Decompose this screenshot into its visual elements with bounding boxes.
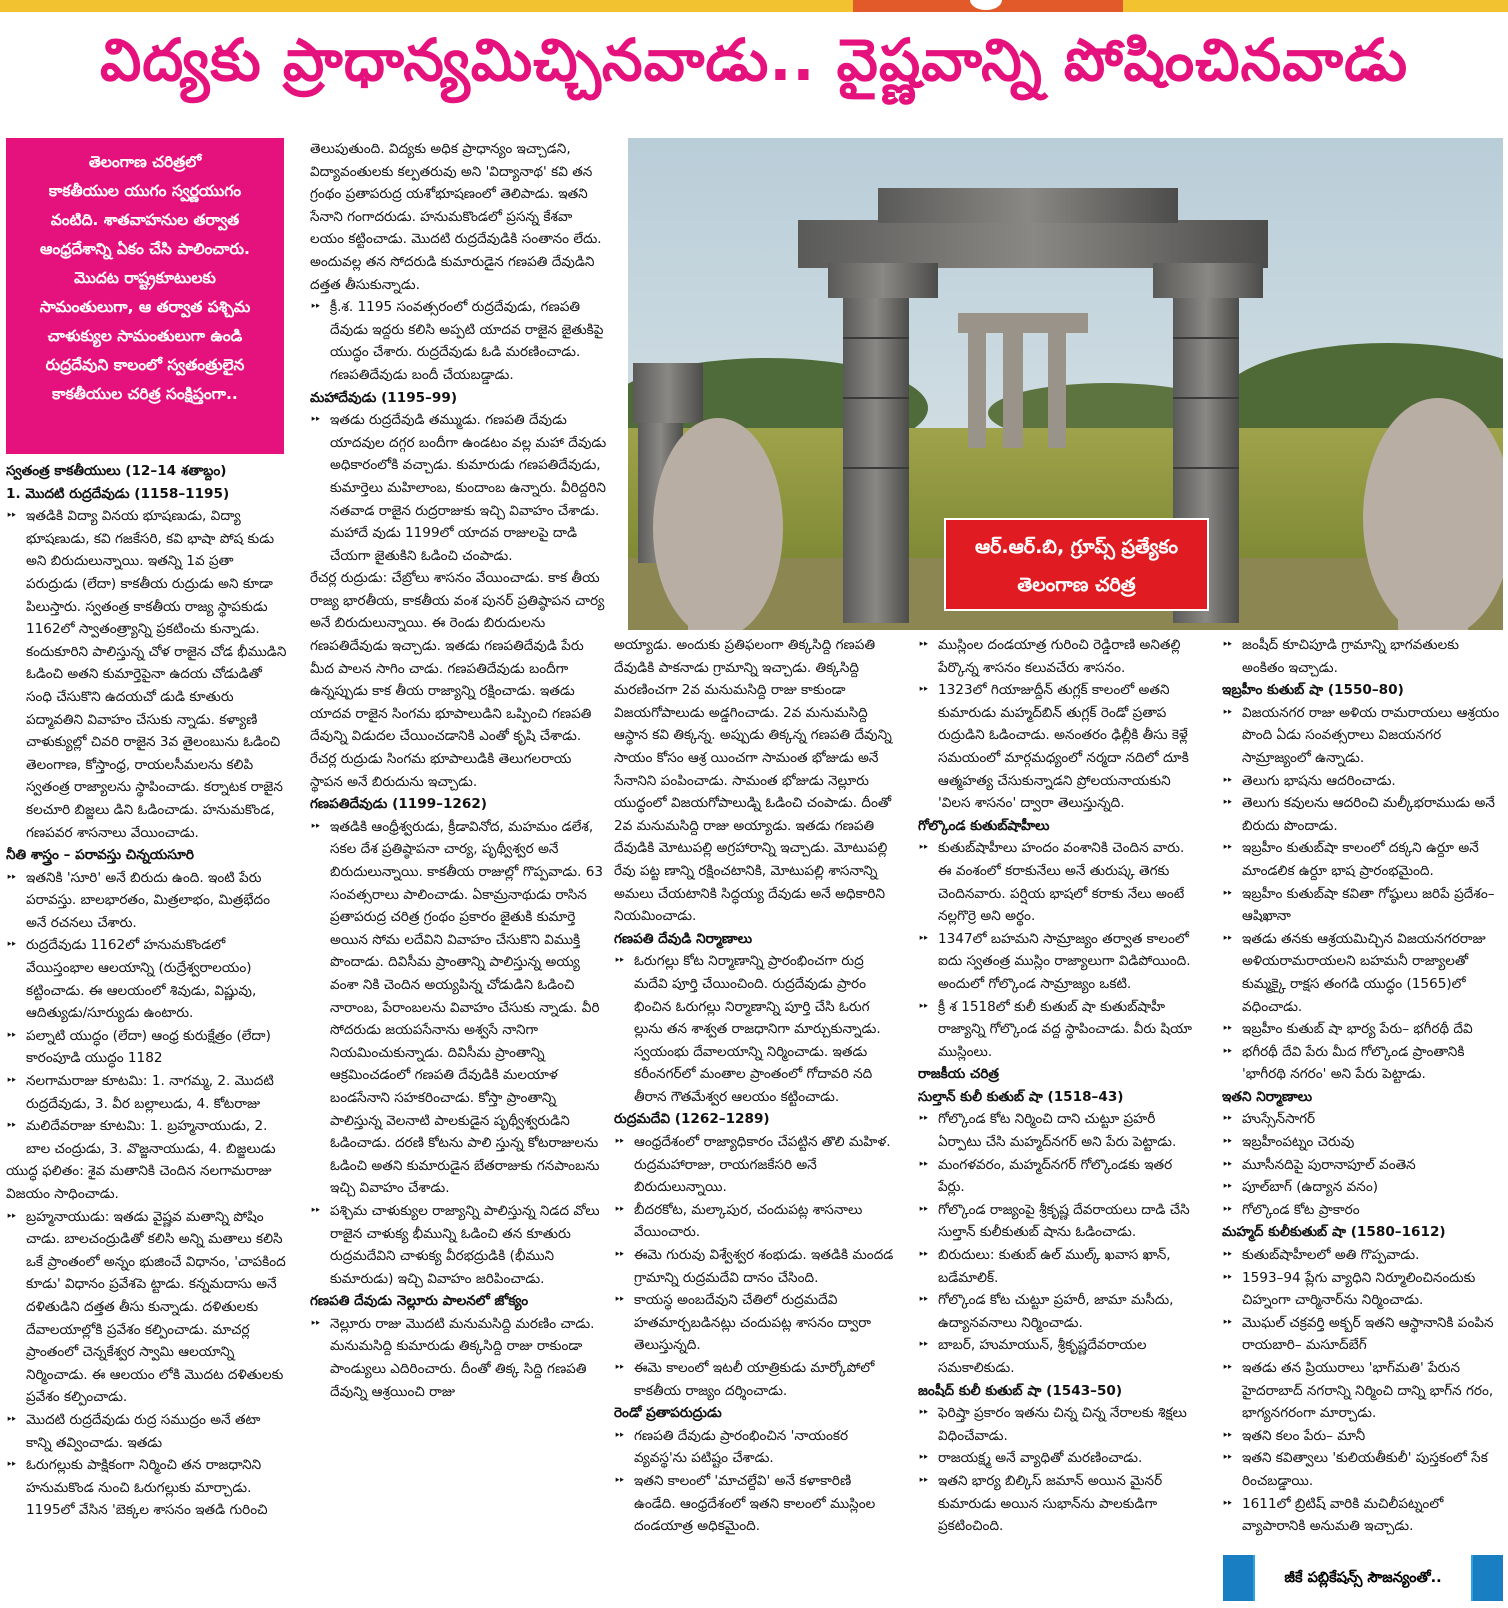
bullet-paragraph: ⯈⯈ తెలుగు భాషను ఆదరించాడు. [1222, 770, 1504, 793]
section-heading: సుల్తాన్ కులీ కుతుబ్ షా (1518–43) [918, 1088, 1124, 1105]
bullet-paragraph: ⯈⯈ గోల్కొండ కోట ప్రాకారం [1222, 1199, 1504, 1222]
bullet-paragraph: ⯈⯈ ఇబ్రహీం కుతుబ్ షా భార్య పేరు– భగీరథీ దేవి [1222, 1018, 1504, 1041]
bullet-paragraph: ⯈⯈ 1323లో గియాజుద్దీన్ తుగ్లక్ కాలంలో అతని కుమారుడు మహ్మద్‌బిన్ తుగ్లక్ రెండో ప్రతాప రుద్రుడిని ఓడించాడు. అనంతరం ఢిల్లీకి తీసు కెళ్లే సమయంలో మార్గమధ్యంలో నర్మదా నదిలో దూకి ఆత్మహత్య చేసుకున్నాడని ప్రోలయనాయకుని 'విలస శాసనం' ద్వారా తెలుస్తున్నది. [918, 679, 1200, 815]
page-headline: విద్యకు ప్రాధాన్యమిచ్చినవాడు.. వైష్ణవాన్ని పోషించినవాడు [99, 26, 1409, 94]
bullet-paragraph: ⯈⯈ మలిదేవరాజు కూటమి: 1. బ్రహ్మనాయుడు, 2. బాల చంద్రుడు, 3. వొజ్జనాయుడు, 4. బిజ్జలుడు [6, 1115, 288, 1160]
bullet-paragraph: ⯈⯈ తెలుగు కవులను ఆదరించి మల్కీభరాముడు అనే బిరుదు పొందాడు. [1222, 792, 1504, 837]
bullet-paragraph: ⯈⯈ జంషీద్ కూచిపూడి గ్రామాన్ని భాగవతులకు అంకితం ఇచ్చాడు. [1222, 634, 1504, 679]
intro-line: రుద్రదేవుని కాలంలో స్వతంత్రులైన [45, 356, 245, 374]
bullet-paragraph: ⯈⯈ ఇతడు తనకు ఆశ్రయమిచ్చిన విజయనగరరాజు అళియరామరాయలని బహమనీ రాజ్యాలతో కుమ్మక్కై రాక్షస తంగడి యుద్ధం (1565)లో వధించాడు. [1222, 928, 1504, 1018]
bullet-paragraph: ⯈⯈ కుతుబ్‌షాహీలలో అతి గొప్పవాడు. [1222, 1244, 1504, 1267]
bullet-paragraph: ⯈⯈ ఇతని భార్య బిల్కిస్ జమాన్ అయిన మైనర్ కుమారుడు అయిన సుభాన్‌ను పాలకుడిగా ప్రకటించింది. [918, 1470, 1200, 1538]
bullet-paragraph: ⯈⯈ గోల్కొండ రాజ్యంపై శ్రీకృష్ణ దేవరాయలు దాడి చేసి సుల్తాన్ కులీకుతుబ్ షాను ఓడించాడు. [918, 1199, 1200, 1244]
bullet-paragraph: ⯈⯈ ఇతని కాలంలో 'మాచల్దేవి' అనే కళాకారిణి ఉండేది. ఆంధ్రదేశంలో ఇతని కాలంలో ముస్లింల దండయాత్ర అధికమైంది. [614, 1470, 896, 1538]
bullet-paragraph: ⯈⯈ పల్నాటి యుద్ధం (లేదా) ఆంధ్ర కురుక్షేత్రం (లేదా) కారంపూడి యుద్ధం 1182 [6, 1025, 288, 1070]
bullet-paragraph: ⯈⯈ గోల్కొండ కోట చుట్టూ ప్రహరీ, జామా మసీదు, ఉద్యానవనాలు నిర్మించాడు. [918, 1289, 1200, 1334]
bullet-paragraph: ⯈⯈ 1593–94 ప్లేగు వ్యాధిని నిర్మూలించినందుకు చిహ్నంగా చార్మినార్‌ను నిర్మించాడు. [1222, 1267, 1504, 1312]
section-heading: గోల్కొండ కుతుబ్‌షాహీలు [918, 817, 1050, 834]
bullet-paragraph: ⯈⯈ ఇతని కవిత్వాలు 'కులియతీకులీ' పుస్తకంలో సేక రించబడ్డాయి. [1222, 1447, 1504, 1492]
credit-text: జీకే పబ్లికేషన్స్ సౌజన్యంతో.. [1255, 1555, 1471, 1601]
bullet-paragraph: ⯈⯈ ఇతడు తన ప్రియురాలు 'భాగ్‌మతి' పేరున హైదరాబాద్ నగరాన్ని నిర్మించి దాన్ని భాగ్‌న గరం, భాగ్యనగరంగా మార్చాడు. [1222, 1357, 1504, 1425]
bullet-paragraph: ⯈⯈ బ్రహ్మనాయుడు: ఇతడు వైష్ణవ మతాన్ని పోషిం చాడు. బాలచంద్రుడితో కలిసి అన్ని మతాలు కలిసి ఒకే ప్రాంతంలో అన్నం భుజించే విధానం, 'చాపకింద కూడు' విధానం ప్రవేశపె ట్టాడు. కన్నమదాసు అనే దళితుడిని దత్తత తీసు కున్నాడు. దళితులకు దేవాలయాల్లోకి ప్రవేశం కల్పించాడు. మాచర్ల ప్రాంతంలో చెన్నకేశ్వర స్వామి ఆలయాన్ని నిర్మించాడు. ఈ ఆలయం లోకి మొదట దళితులకు ప్రవేశం కల్పించాడు. [6, 1206, 288, 1409]
section-heading: ఇతని నిర్మాణాలు [1222, 1088, 1313, 1105]
bullet-paragraph: ⯈⯈ 1347లో బహమని సామ్రాజ్యం తర్వాత కాలంలో ఐదు స్వతంత్ర ముస్లిం రాజ్యాలుగా విడిపోయింది. అందులో గోల్కొండ సామ్రాజ్యం ఒకటి. [918, 928, 1200, 996]
bullet-paragraph: ⯈⯈ భగీరథీ దేవి పేరు మీద గోల్కొండ ప్రాంతానికి 'భాగీరథి నగరం' అని పేరు పెట్టాడు. [1222, 1041, 1504, 1086]
ribbon-line-1: ఆర్.ఆర్.బి, గ్రూప్స్ ప్రత్యేకం [975, 536, 1178, 558]
bullet-paragraph: ⯈⯈ మంగళవరం, మహ్మద్‌నగర్ గోల్కొండకు ఇతర పేర్లు. [918, 1154, 1200, 1199]
section-heading: నీతి శాస్త్రం – పరావస్తు చిన్నయసూరి [6, 847, 194, 864]
top-color-bar [0, 0, 1508, 12]
intro-line: మొదట రాష్ట్రకూటులకు [74, 269, 216, 287]
bullet-paragraph: ⯈⯈ నెల్లూరు రాజు మొదటి మనుమసిద్ది మరణిం చాడు. మనుమసిద్ది కుమారుడు తిక్కసిద్ది రాజు రాకుండా పాండ్యులు ఎదిరించారు. దీంతో తిక్క సిద్ది గణపతి దేవున్ని ఆశ్రయించి రాజు [310, 1313, 608, 1403]
column-5 [1222, 634, 1504, 1552]
section-heading: గణపతిదేవుడు (1199–1262) [310, 796, 487, 813]
credit-box [1223, 1555, 1503, 1601]
section-heading: మహ్మద్ కులీకుతుబ్ షా (1580–1612) [1222, 1224, 1446, 1241]
bullet-paragraph: ⯈⯈ బాబర్, హుమాయున్, శ్రీకృష్ణదేవరాయల సమకాలికుడు. [918, 1334, 1200, 1379]
section-heading: రెండో ప్రతాపరుద్రుడు [614, 1405, 722, 1422]
section-heading: గణపతి దేవుడి నిర్మాణాలు [614, 930, 753, 947]
bullet-paragraph: ⯈⯈ విజయనగర రాజు అళియ రామరాయలు ఆశ్రయం పొంది ఏడు సంవత్సరాలు విజయనగర సామ్రాజ్యంలో ఉన్నాడు. [1222, 702, 1504, 770]
bullet-paragraph: ⯈⯈ ఈమె గురువు విశ్వేశ్వర శంభుడు. ఇతడికి మందడ గ్రామాన్ని రుద్రమదేవి దానం చేసింది. [614, 1244, 896, 1289]
bullet-paragraph: ⯈⯈ రుద్రదేవుడు 1162లో హనుమకొండలో వేయిస్తంభాల ఆలయాన్ని (రుద్రేశ్వరాలయం) కట్టించాడు. ఈ ఆలయంలో శివుడు, విష్ణువు, ఆదిత్యుడు/సూర్యుడు ఉంటారు. [6, 934, 288, 1024]
credit-right-block [1473, 1555, 1503, 1601]
bullet-paragraph: ⯈⯈ కాయస్థ అంబదేవుని చేతిలో రుద్రమదేవి హతమార్చబడినట్లు చందుపట్ల శాసనం ద్వారా తెలుస్తున్నది. [614, 1289, 896, 1357]
intro-line: కాకతీయుల యుగం స్వర్ణయుగం [48, 182, 242, 200]
column-1 [6, 460, 288, 1600]
bullet-paragraph: ⯈⯈ ఓరుగల్లుకు పాక్షికంగా నిర్మించి తన రాజధానిని హనుమకొండ నుంచి ఓరుగల్లుకు మార్చాడు. 1195లో వేసిన 'బెక్కల శాసనం ఇతడి గురించి [6, 1454, 288, 1522]
bullet-paragraph: ⯈⯈ రాజయక్ష్మ అనే వ్యాధితో మరణించాడు. [918, 1447, 1200, 1470]
bullet-paragraph: ⯈⯈ కుతుబ్‌షాహీలు హందం వంశానికి చెందిన వారు. ఈ వంశంలో కరాకునేలు అనే తురుష్క తెగకు చెందినవారు. పర్షియ భాషలో కరాకు నేలు అంటే నల్లగొర్రె అని అర్థం. [918, 837, 1200, 927]
bullet-paragraph: ⯈⯈ గణపతి దేవుడు ప్రారంభించిన 'నాయంకర వ్యవస్థ'ను పటిష్టం చేశాడు. [614, 1425, 896, 1470]
bullet-paragraph: ⯈⯈ గోల్కొండ కోట నిర్మించి దాని చుట్టూ ప్రహరీ ఏర్పాటు చేసి మహ్మద్‌నగర్ అని పేరు పెట్టాడు. [918, 1108, 1200, 1153]
section-heading: 1. మొదటి రుద్రదేవుడు (1158–1195) [6, 485, 230, 502]
section-heading: ఇబ్రహీం కుతుబ్ షా (1550–80) [1222, 682, 1404, 699]
bullet-paragraph: ⯈⯈ ఓరుగల్లు కోట నిర్మాణాన్ని ప్రారంభించగా రుద్ర మదేవి పూర్తి చేయించింది. రుద్రదేవుడు ప్రారం భించిన ఓరుగల్లు నిర్మాణాన్ని పూర్తి చేసి ఓరుగ ల్లును తన శాశ్వత రాజధానిగా మార్చుకున్నాడు. స్వయంభు దేవాలయాన్ని నిర్మించాడు. ఇతడు కరీంనగర్‌లో మంతాల ప్రాంతంలో గోదావరి నది తీరాన గౌతమేశ్వర ఆలయం కట్టించాడు. [614, 950, 896, 1108]
bullet-paragraph: ⯈⯈ ఈమె కాలంలో ఇటలీ యాత్రికుడు మార్కోపోలో కాకతీయ రాజ్యం దర్శించాడు. [614, 1357, 896, 1402]
bullet-paragraph: ⯈⯈ క్రీ శ 1518లో కులీ కుతుబ్ షా కుతుబ్‌షాహీ రాజ్యాన్ని గోల్కొండ వద్ద స్థాపించాడు. వీరు షియా ముస్లింలు. [918, 996, 1200, 1064]
bullet-paragraph: ⯈⯈ ఫెరిష్తా ప్రకారం ఇతను చిన్న చిన్న నేరాలకు శిక్షలు విధించేవాడు. [918, 1402, 1200, 1447]
section-heading: జంషీద్ కులీ కుతుబ్ షా (1543–50) [918, 1382, 1123, 1399]
bullet-paragraph: ⯈⯈ ఇబ్రహీం కుతుబ్‌షా కాలంలో దక్కని ఉర్దూ అనే మాండలిక ఉర్దూ భాష ప్రారంభమైంది. [1222, 837, 1504, 882]
intro-line: తెలంగాణ చరిత్రలో [88, 153, 202, 171]
bullet-paragraph: ⯈⯈ 1611లో బ్రిటిష్ వారికి మచిలీపట్నంలో వ్యాపారానికి అనుమతి ఇచ్చాడు. [1222, 1493, 1504, 1538]
column-4 [918, 634, 1200, 1600]
section-heading: గణపతి దేవుడు నెల్లూరు పాలనలో జోక్యం [310, 1293, 529, 1310]
bullet-paragraph: ⯈⯈ మూసీనదిపై పురానాపూల్ వంతెన [1222, 1154, 1504, 1177]
bullet-paragraph: ⯈⯈ మొదటి రుద్రదేవుడు రుద్ర సముద్రం అనే తటా కాన్ని తవ్వించాడు. ఇతడు [6, 1409, 288, 1454]
bullet-paragraph: ⯈⯈ హుస్సేన్‌సాగర్ [1222, 1108, 1504, 1131]
bullet-paragraph: ⯈⯈ ఇతనికి 'సూరి' అనే బిరుదు ఉంది. ఇంటి పేరు పరావస్తు. బాలభారతం, మిత్రలాభం, మిత్రభేదం అనే రచనలు చేశారు. [6, 867, 288, 935]
bullet-paragraph: ⯈⯈ నలగామరాజు కూటమి: 1. నాగమ్మ, 2. మొదటి రుద్రదేవుడు, 3. వీర బల్లాలుడు, 4. కోటరాజు [6, 1070, 288, 1115]
paragraph: తెలుపుతుంది. విద్యకు అధిక ప్రాధాన్యం ఇచ్చాడని, విద్యావంతులకు కల్పతరువు అని 'విద్యానాథ' కవి తన గ్రంథం ప్రతాపరుద్ర యశోభూషణంలో తెలిపాడు. ఇతని సేనాని గంగాదరుడు. హనుమకొండలో ప్రసన్న కేశవా లయం కట్టించాడు. మొదటి రుద్రదేవుడికి సంతానం లేదు. అందువల్ల తన సోదరుడి కుమారుడైన గణపతి దేవుడిని దత్తత తీసుకున్నాడు. [310, 141, 602, 293]
intro-line: వంటిది. శాతవాహనుల తర్వాత [50, 211, 240, 229]
section-heading: రాజకీయ చరిత్ర [918, 1066, 999, 1083]
intro-line: కాకతీయుల చరిత్ర సంక్షిప్తంగా.. [52, 385, 238, 403]
bullet-paragraph: ⯈⯈ పూల్‌బాగ్ (ఉద్యాన వనం) [1222, 1176, 1504, 1199]
intro-line: చాళుక్యుల సామంతులుగా ఉండి [47, 327, 243, 345]
bullet-paragraph: ⯈⯈ క్రీ.శ. 1195 సంవత్సరంలో రుద్రదేవుడు, గణపతి దేవుడు ఇద్దరు కలిసి అప్పటి యాదవ రాజైన జైతుకిపై యుద్ధం చేశారు. రుద్రదేవుడు ఓడి మరణించాడు. గణపతిదేవుడు బందీ చేయబడ్డాడు. [310, 296, 608, 386]
bullet-paragraph: ⯈⯈ ఆంధ్రదేశంలో రాజ్యాధికారం చేపట్టిన తొలి మహిళ. రుద్రమహారాజు, రాయగజకేసరి అనే బిరుదులున్నాయి. [614, 1131, 896, 1199]
bullet-paragraph: ⯈⯈ పశ్చిమ చాళుక్యుల రాజ్యాన్ని పాలిస్తున్న నిడద వోలు రాజైన చాళుక్య భీమున్ని ఓడించి తన కూతురు రుద్రమదేవిని చాళుక్య వీరభద్రుడికి (భీముని కుమారుడు) ఇచ్చి వివాహం జరిపించాడు. [310, 1200, 608, 1290]
bullet-paragraph: ⯈⯈ ఇతని కలం పేరు– మానీ [1222, 1425, 1504, 1448]
bullet-paragraph: ⯈⯈ బిరుదులు: కుతుబ్ ఉల్ ముల్క్ ఖవాస ఖాన్, బడేమాలిక్. [918, 1244, 1200, 1289]
paragraph: రేచర్ల రుద్రుడు: చేబ్రోలు శాసనం వేయించాడు. కాక తీయ రాజ్య భారతీయ, కాకతీయ వంశ పునర్ ప్రతిష్ఠాపన చార్య అనే బిరుదులున్నాయి. ఈ రెండు బిరుదులను గణపతిదేవుడు ఇచ్చాడు. ఇతడు గణపతిదేవుడి పేరు మీద పాలన సాగిం చాడు. గణపతిదేవుడు బందీగా ఉన్నప్పుడు కాక తీయ రాజ్యాన్ని రక్షించాడు. ఇతడు యాదవ రాజైన సింగమ భూపాలుడిని ఒప్పించి గణపతి దేవున్ని విడుదల చేయించడానికి ఎంతో కృషి చేశాడు. రేచర్ల రుద్రుడు సింగమ భూపాలుడికి తెలుగలరాయ స్థాపన అనే బిరుదును ఇచ్చాడు. [310, 570, 605, 790]
section-heading: స్వతంత్ర కాకతీయులు (12–14 శతాబ్దం) [6, 463, 227, 479]
intro-line: సామంతులుగా, ఆ తర్వాత పశ్చిమ [39, 298, 251, 316]
bullet-paragraph: ⯈⯈ ఇతడికి విద్యా వినయ భూషణుడు, విద్యా భూషణుడు, కవి గజకేసరి, కవి భాషా పోష కుడు అని బిరుదులున్నాయి. ఇతన్ని 1వ ప్రతా పరుద్రుడు (లేదా) కాకతీయ రుద్రుడు అని కూడా పిలుస్తారు. స్వతంత్ర కాకతీయ రాజ్య స్థాపకుడు 1162లో స్వాతంత్ర్యాన్ని ప్రకటించు కున్నాడు. కందుకూరిని పాలిస్తున్న చోళ రాజైన చోడ భీముడిని ఓడించి అతని కుమార్తెపైనా ఉదయ చోడుడితో సంధి చేసుకొని ఉదయచో డుడి కూతురు పద్మావతిని వివాహం చేసుకు న్నాడు. కళ్యాణి చాళుక్యుల్లో చివరి రాజైన 3వ తైలంబును ఓడించి తెలంగాణ, కోస్తాంధ్ర, రాయలసీమలను కలిపి స్వతంత్ర రాజ్యాలను స్థాపించాడు. కర్నాటక రాజైన కలచూరి బిజ్జలు డిని ఓడించాడు. హనుమకొండ, గణపవర శాసనాలు వేయించాడు. [6, 505, 288, 844]
bullet-paragraph: ⯈⯈ ముస్లింల దండయాత్ర గురించి రెడ్డిరాణి అనితల్లి పేర్కొన్న శాసనం కలువచేరు శాసనం. [918, 634, 1200, 679]
section-heading: మహాదేవుడు (1195–99) [310, 389, 458, 406]
bullet-paragraph: ⯈⯈ ఇబ్రహీంపట్నం చెరువు [1222, 1131, 1504, 1154]
ribbon-line-2: తెలంగాణ చరిత్ర [1017, 574, 1136, 596]
bullet-paragraph: ⯈⯈ ఇతడు రుద్రదేవుడి తమ్ముడు. గణపతి దేవుడు యాదవుల దగ్గర బందీగా ఉండటం వల్ల మహా దేవుడు అధికారంలోకి వచ్చాడు. కుమారుడు గణపతిదేవుడు, కుమార్తెలు మహిలాంబ, కుందాంబ ఉన్నారు. వీరిద్దరిని నతవాడ రాజైన రుద్రరాజుకు ఇచ్చి వివాహం చేశాడు. మహాదే వుడు 1199లో యాదవ రాజులపై దాడి చేయగా జైతుకిని ఓడించి చంపాడు. [310, 409, 608, 567]
special-section-ribbon [944, 518, 1209, 611]
bullet-paragraph: ⯈⯈ మొఘల్ చక్రవర్తి అక్బర్ ఇతని ఆస్థానానికి పంపిన రాయబారి– మసూద్‌బేగ్ [1222, 1312, 1504, 1357]
bullet-paragraph: ⯈⯈ ఇతడికి ఆంధ్రీశ్వరుడు, క్రీడావినోద, మహమం డలేశ, సకల దేశ ప్రతిష్ఠాపనా చార్య, పృథ్వీశ్వర అనే బిరుదులున్నాయి. కాకతీయ రాజుల్లో గొప్పవాడు. 63 సంవత్సరాలు పాలించాడు. ఏకామ్రనాథుడు రాసిన ప్రతాపరుద్ర చరిత్ర గ్రంథం ప్రకారం జైతుకి కుమార్తె అయిన సోమ లదేవిని వివాహం చేసుకొని విముక్తి పొందాడు. దివిసీమ ప్రాంతాన్ని పాలిస్తున్న అయ్య వంశా నికి చెందిన అయ్యపిన్న చోడుడిని ఓడించి నారాంబ, పేరాంబలను వివాహం చేసుకు న్నాడు. వీరి సోదరుడు జయపసేనాను అశ్వసే నానిగా నియమించుకున్నాడు. దివిసీమ ప్రాంతాన్ని ఆక్రమించడంలో గణపతి దేవుడికి మలయాళ బండసేనాని సహకరించాడు. కోస్తా ప్రాంతాన్ని పాలిస్తున్న వెలనాటి పాలకుడైన పృథ్వీశ్వరుడిని ఓడించాడు. దరణి కోటను పాలి స్తున్న కోటరాజులను ఓడించి అతని కుమారుడైన బేతరాజుకు గనపాంబను ఇచ్చి వివాహం చేశాడు. [310, 816, 608, 1200]
paragraph: యుద్ధ ఫలితం: శైవ మతానికి చెందిన నలగామరాజు విజయం సాధించాడు. [6, 1163, 272, 1202]
column-3 [614, 634, 896, 1600]
paragraph: అయ్యాడు. అందుకు ప్రతిఫలంగా తిక్కసిద్ది గణపతి దేవుడికి పాకనాడు గ్రామాన్ని ఇచ్చాడు. తిక్కసిద్ది మరణించగా 2వ మనుమసిద్ది రాజు కాకుండా విజయగోపాలుడు అడ్డగించాడు. 2వ మనుమసిద్ది ఆస్థాన కవి తిక్కన్న. అప్పుడు తిక్కన్న గణపతి దేవున్ని సాయం కోసం ఆశ్ర యించగా సామంత భోజుడు అనే సేనానిని పంపించాడు. సామంత భోజుడు నెల్లూరు యుద్ధంలో విజయగోపాలుడ్ని ఓడించి చంపాడు. దీంతో 2వ మనుమసిద్ది రాజు అయ్యాడు. ఇతడు గణపతి దేవుడికి మోటుపల్లి అగ్రహారాన్ని ఇచ్చాడు. మోటుపల్లి రేవు పట్ట ణాన్ని రక్షించటానికి, మోటుపల్లి శాసనాన్ని అమలు చేయటానికి సిద్ధయ్య దేవుడు అనే అధికారిని నియమించాడు. [614, 637, 892, 925]
intro-line: ఆంధ్రదేశాన్ని ఏకం చేసి పాలించారు. [40, 240, 250, 258]
column-2 [310, 138, 608, 1600]
bullet-paragraph: ⯈⯈ బీదరకోట, మల్కాపుర, చందుపట్ల శాసనాలు వేయించారు. [614, 1199, 896, 1244]
bullet-paragraph: ⯈⯈ ఇబ్రహీం కుతుబ్‌షా కవితా గోష్ఠులు జరిపే ప్రదేశం– ఆషిఖానా [1222, 883, 1504, 928]
intro-box [6, 138, 284, 454]
credit-left-block [1223, 1555, 1253, 1601]
section-heading: రుద్రమదేవి (1262–1289) [614, 1111, 770, 1128]
